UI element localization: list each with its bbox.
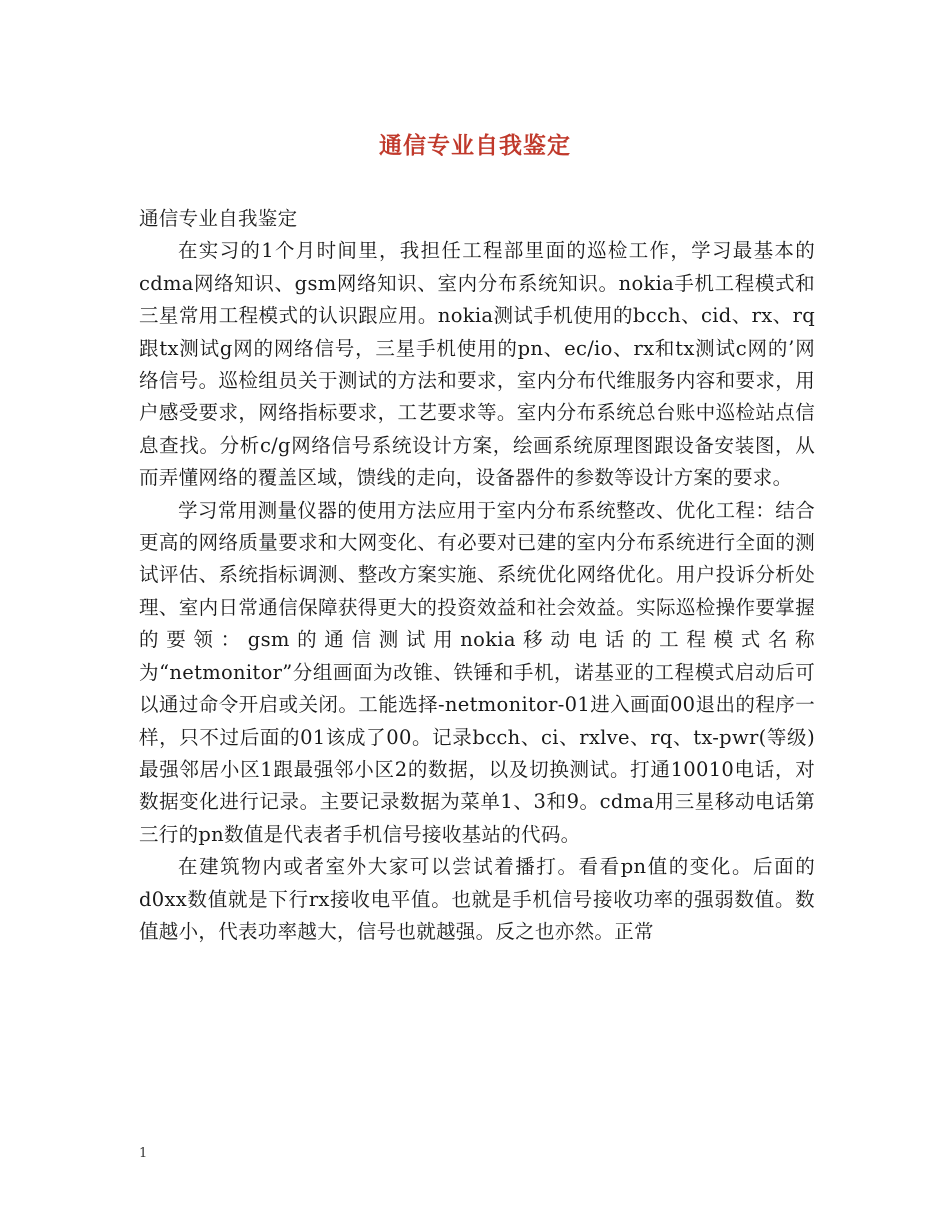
page-number: 1 — [139, 1146, 148, 1161]
paragraph: 在实习的1个月时间里，我担任工程部里面的巡检工作，学习最基本的cdma网络知识、gsm网络知识、室内分布系统知识。nokia手机工程模式和三星常用工程模式的认识跟应用。nokia测试手机使用的bcch、cid、rx、rq跟tx测试g网的网络信号，三星手机使用的pn、ec/io、rx和tx测试c网的’网络信号。巡检组员关于测试的方法和要求，室内分布代维服务内容和要求，用户感受要求，网络指标要求，工艺要求等。室内分布系统总台账中巡检站点信息查找。分析c/g网络信号系统设计方案，绘画系统原理图跟设备安装图，从而弄懂网络的覆盖区域，馈线的走向，设备器件的参数等设计方案的要求。 — [139, 239, 815, 490]
document-body — [139, 203, 815, 948]
document-title: 通信专业自我鉴定 — [379, 132, 571, 159]
paragraph: 学习常用测量仪器的使用方法应用于室内分布系统整改、优化工程：结合更高的网络质量要求和大网变化、有必要对已建的室内分布系统进行全面的测试评估、系统指标调测、整改方案实施、系统优化网络优化。用户投诉分析处理、室内日常通信保障获得更大的投资效益和社会效益。实际巡检操作要掌握的要领：gsm的通信测试用nokia移动电话的工程模式名称为“netmonitor”分组画面为改锥、铁锤和手机，诺基亚的工程模式启动后可以通过命令开启或关闭。工能选择-netmonitor-01进入画面00退出的程序一样，只不过后面的01该成了00。记录bcch、ci、rxlve、rq、tx-pwr(等级)最强邻居小区1跟最强邻小区2的数据，以及切换测试。打通10010电话，对数据变化进行记录。主要记录数据为菜单1、3和9。cdma用三星移动电话第三行的pn数值是代表者手机信号接收基站的代码。 — [139, 498, 815, 846]
paragraph: 在建筑物内或者室外大家可以尝试着播打。看看pn值的变化。后面的d0xx数值就是下行rx接收电平值。也就是手机信号接收功率的强弱数值。数值越小，代表功率越大，信号也就越强。反之也亦然。正常 — [139, 855, 815, 943]
section-heading: 通信专业自我鉴定 — [139, 207, 298, 230]
